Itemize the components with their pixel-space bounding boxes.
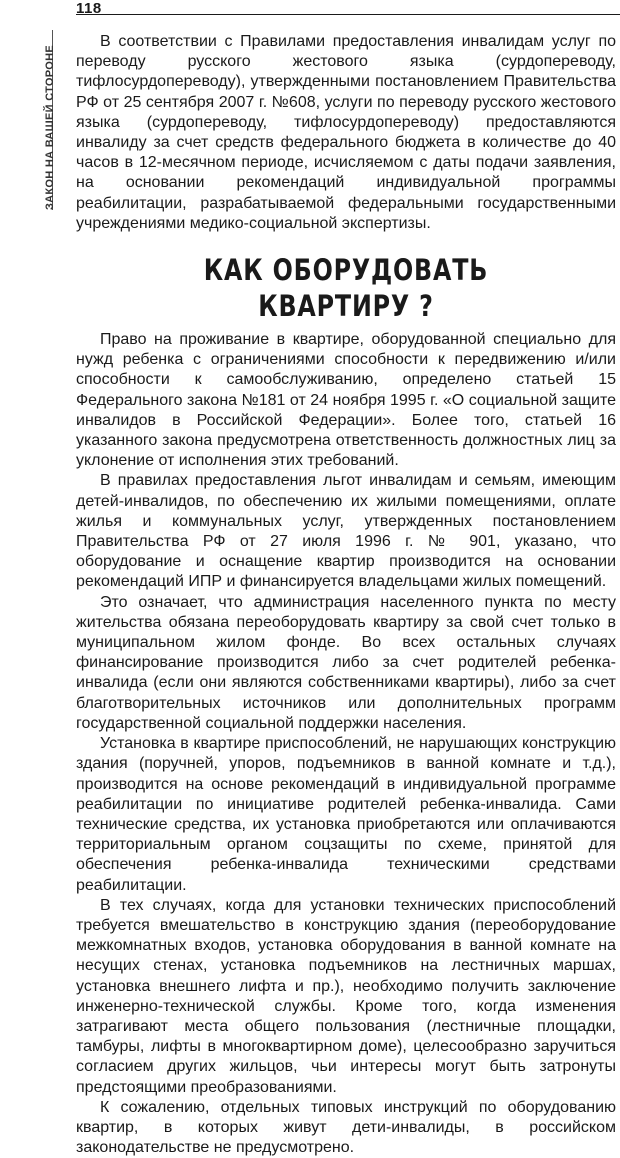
section-heading: КАК ОБОРУДОВАТЬ КВАРТИРУ ? <box>203 253 489 324</box>
side-section-label: ЗАКОН НА ВАШЕЙ СТОРОНЕ <box>44 45 56 211</box>
page-body <box>76 32 616 1158</box>
body-paragraph-2: В правилах предоставления льгот инвалидам и семьям, имеющим детей-инвалидов, по обеспечению их жилыми помещениями, оплате жилья и коммунальных услуг, утвержденных постановлением Правительства РФ от 27 июля 1996 г. № 901, указано, что оборудование и оснащение квартир производится на основании рекомендаций ИПР и финансируется владельцами жилых помещений. <box>76 472 616 591</box>
header-rule <box>76 14 620 15</box>
body-paragraph-4: Установка в квартире приспособлений, не нарушающих конструкцию здания (поручней, упоров, подъемников в ванной комнате и т.д.), производится на основе рекомендаций в индивидуальной программе реабилитации по инициативе родителей ребенка-инвалида. Сами технические средства, их установка приобретаются или оплачиваются территориальным органом соцзащиты по схеме, принятой для обеспечения ребенка-инвалида техническими средствами реабилитации. <box>76 735 616 894</box>
body-paragraph-5: В тех случаях, когда для установки технических приспособлений требуется вмешательство в конструкцию здания (переоборудование межкомнатных входов, установка оборудования в ванной комнате на несущих стенах, установка подъемников на лестничных маршах, установка внешнего лифта и пр.), необходимо получить заключение инженерно-технической службы. Кроме того, когда изменения затрагивают места общего пользования (лестничные площадки, тамбуры, лифты в многоквартирном доме), целесообразно заручиться согласием других жильцов, чьи интересы могут быть затронуты предстоящими преобразованиями. <box>76 896 616 1096</box>
body-paragraph-1: Право на проживание в квартире, оборудованной специально для нужд ребенка с ограничениями способности к передвижению и/или способности к самообслуживанию, определено статьей 15 Федерального закона №181 от 24 ноября 1995 г. «О социальной защите инвалидов в Российской Федерации». Более того, статьей 16 указанного закона предусмотрена ответственность должностных лиц за уклонение от исполнения этих требований. <box>76 331 616 470</box>
body-paragraph-6: К сожалению, отдельных типовых инструкций по оборудованию квартир, в которых живут дети-инвалиды, в российском законодательстве не предусмотрено. <box>76 1098 616 1157</box>
page-number: 118 <box>76 0 102 17</box>
intro-paragraph: В соответствии с Правилами предоставления инвалидам услуг по переводу русского жестового языка (сурдопереводу, тифлосурдопереводу), утвержденными постановлением Правительства РФ от 25 сентября 2007 г. №608, услуги по переводу русского жестового языка (сурдопереводу, тифлосурдопереводу) предоставляются инвалиду за счет средств федерального бюджета в количестве до 40 часов в 12-месячном периоде, исчисляемом с даты подачи заявления, на основании рекомендаций индивидуальной программы реабилитации, разрабатываемой федеральными государственными учреждениями медико-социальной экспертизы. <box>76 33 616 232</box>
body-paragraph-3: Это означает, что администрация населенного пункта по месту жительства обязана переоборудовать квартиру за свой счет только в муниципальном жилом фонде. Во всех остальных случаях финансирование производится либо за счет родителей ребенка-инвалида (если они являются собственниками квартиры), либо за счет благотворительных источников или дополнительных программ государственной социальной поддержки населения. <box>76 593 616 732</box>
